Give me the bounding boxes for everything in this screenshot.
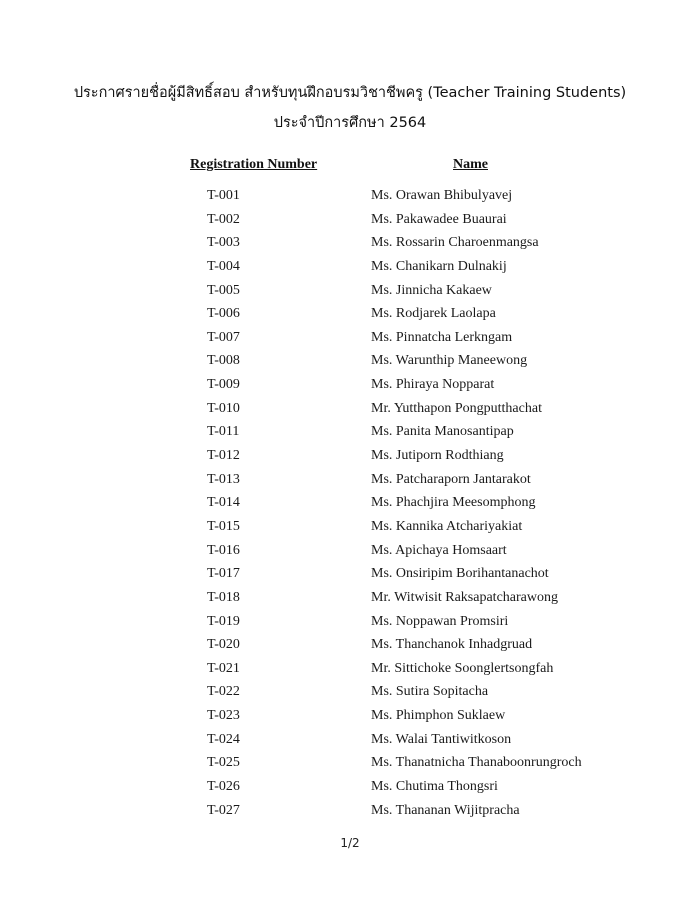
document-title-line-2: ประจำปีการศึกษา 2564 <box>273 115 427 131</box>
table-row <box>0 421 700 445</box>
candidate-name: Ms. Thanatnicha Thanaboonrungroch <box>371 755 582 771</box>
candidate-name: Ms. Apichaya Homsaart <box>371 542 507 558</box>
candidate-list <box>0 185 700 823</box>
candidate-name: Ms. Kannika Atchariyakiat <box>371 518 523 534</box>
registration-number: T-008 <box>207 353 240 369</box>
candidate-name: Ms. Orawan Bhibulyavej <box>371 188 513 203</box>
table-row <box>0 232 700 256</box>
registration-number: T-016 <box>207 542 240 558</box>
column-header-name: Name <box>453 157 488 172</box>
candidate-name: Ms. Patcharaporn Jantarakot <box>371 471 531 487</box>
candidate-name: Mr. Witwisit Raksapatcharawong <box>371 589 558 605</box>
registration-number: T-003 <box>207 235 240 251</box>
table-row <box>0 185 700 209</box>
table-row <box>0 540 700 564</box>
candidate-name: Ms. Noppawan Promsiri <box>371 613 509 629</box>
candidate-name: Ms. Rodjarek Laolapa <box>371 306 496 322</box>
registration-number: T-022 <box>207 684 240 700</box>
registration-number: T-021 <box>207 660 240 676</box>
candidate-name: Ms. Chanikarn Dulnakij <box>371 258 507 274</box>
table-row <box>0 681 700 705</box>
candidate-name: Mr. Yutthapon Pongputthachat <box>371 400 542 416</box>
candidate-name: Ms. Panita Manosantipap <box>371 424 514 440</box>
candidate-name: Ms. Onsiripim Borihantanachot <box>371 566 549 582</box>
page-number: 1/2 <box>340 836 360 850</box>
candidate-name: Ms. Jinnicha Kakaew <box>371 282 492 298</box>
table-row <box>0 209 700 233</box>
registration-number: T-018 <box>207 589 240 605</box>
registration-number: T-020 <box>207 637 240 653</box>
table-row <box>0 563 700 587</box>
candidate-name: Ms. Walai Tantiwitkoson <box>371 731 512 747</box>
registration-number: T-005 <box>207 282 240 298</box>
registration-number: T-014 <box>207 495 240 511</box>
table-row <box>0 587 700 611</box>
registration-number: T-026 <box>207 779 240 795</box>
table-row <box>0 705 700 729</box>
registration-number: T-011 <box>207 424 240 440</box>
registration-number: T-010 <box>207 400 240 416</box>
registration-number: T-001 <box>207 188 240 203</box>
candidate-name: Ms. Pinnatcha Lerkngam <box>371 329 513 345</box>
table-row <box>0 752 700 776</box>
registration-number: T-006 <box>207 306 240 322</box>
table-row <box>0 776 700 800</box>
registration-number: T-027 <box>207 802 240 818</box>
candidate-name: Ms. Thanchanok Inhadgruad <box>371 637 533 653</box>
table-row <box>0 492 700 516</box>
registration-number: T-002 <box>207 211 240 227</box>
registration-number: T-004 <box>207 258 240 274</box>
table-row <box>0 280 700 304</box>
registration-number: T-023 <box>207 708 240 724</box>
column-header-registration-number: Registration Number <box>190 157 318 172</box>
registration-number: T-013 <box>207 471 240 487</box>
table-row <box>0 611 700 635</box>
table-row <box>0 658 700 682</box>
candidate-name: Ms. Rossarin Charoenmangsa <box>371 235 539 251</box>
registration-number: T-025 <box>207 755 240 771</box>
table-row <box>0 398 700 422</box>
table-row <box>0 303 700 327</box>
candidate-name: Ms. Jutiporn Rodthiang <box>371 448 504 464</box>
candidate-name: Mr. Sittichoke Soonglertsongfah <box>371 660 554 676</box>
registration-number: T-019 <box>207 613 240 629</box>
registration-number: T-024 <box>207 731 240 747</box>
candidate-name: Ms. Warunthip Maneewong <box>371 353 528 369</box>
candidate-name: Ms. Phimphon Suklaew <box>371 708 506 724</box>
table-row <box>0 469 700 493</box>
candidate-name: Ms. Chutima Thongsri <box>371 779 498 795</box>
table-row <box>0 327 700 351</box>
candidate-name: Ms. Sutira Sopitacha <box>371 684 489 700</box>
candidate-name: Ms. Pakawadee Buaurai <box>371 211 507 227</box>
table-row <box>0 729 700 753</box>
table-row <box>0 445 700 469</box>
candidate-name: Ms. Thananan Wijitpracha <box>371 802 520 818</box>
table-row <box>0 634 700 658</box>
registration-number: T-017 <box>207 566 240 582</box>
table-row <box>0 256 700 280</box>
registration-number: T-012 <box>207 448 240 464</box>
registration-number: T-007 <box>207 329 240 345</box>
table-row <box>0 800 700 824</box>
registration-number: T-015 <box>207 518 240 534</box>
candidate-name: Ms. Phachjira Meesomphong <box>371 495 536 511</box>
table-row <box>0 516 700 540</box>
registration-number: T-009 <box>207 377 240 393</box>
table-row <box>0 350 700 374</box>
document-title-line-1: ประกาศรายชื่อผู้มีสิทธิ์สอบ สำหรับทุนฝึกอบรมวิชาชีพครู (Teacher Training Students) <box>73 85 627 101</box>
table-row <box>0 374 700 398</box>
candidate-name: Ms. Phiraya Nopparat <box>371 377 495 393</box>
